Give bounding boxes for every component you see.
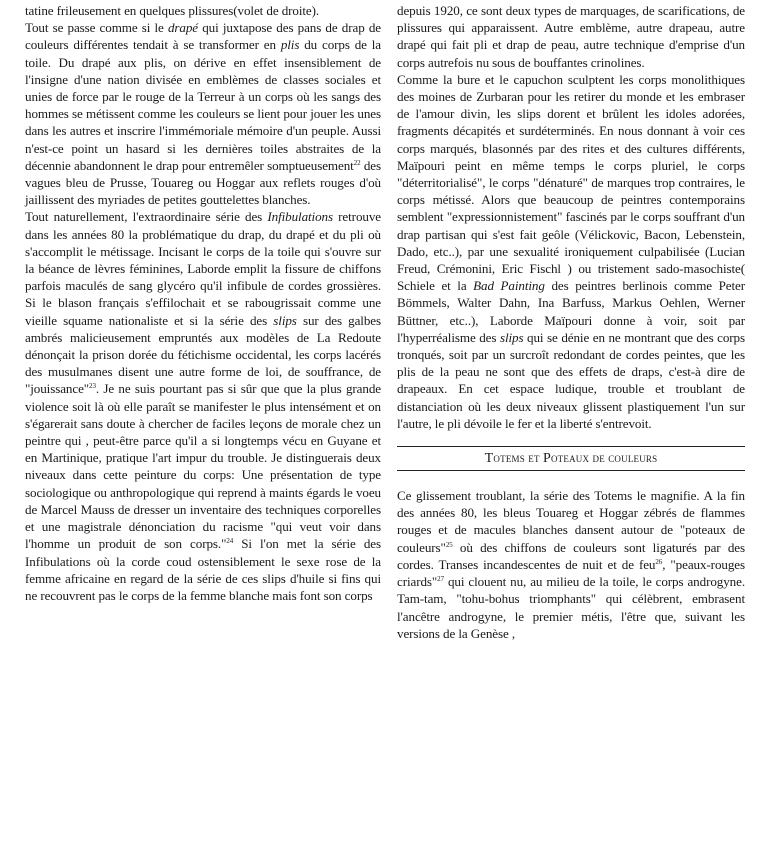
footnote-marker: 27: [437, 575, 444, 584]
paragraph: [25, 2, 381, 208]
heading-text: oteaux de couleurs: [550, 451, 658, 466]
text-run: , "peaux-rouges criards": [397, 556, 745, 590]
italic-term: slips: [499, 329, 524, 345]
text-run: retrouve dans les années 80 la problématique du drap, du drapé et du pli où s'accomplit le métissage. Incisant le corps de la toile qui s'ouvre sur la béance de lèvres féminines, Laborde emplit la fissure de chiffons parfois maculés de sang glycéro qu'il infibule de cordes grossières. Si le blason français s'effilochait et se rabougrissait comme une vieille squame nationaliste et si la série des: [25, 209, 381, 328]
text-run: Tout naturellement, l'extraordinaire série des: [25, 209, 268, 225]
paragraph: depuis 1920, ce sont deux types de marquages, de scarifications, de plissures qui apparaissent. Autre emblème, autre drapeau, autre drapé qui fait pli et drap de peau, autre technique d'emprise d'un corps autrefois nu sous de bouffantes crinolines.: [397, 3, 745, 70]
heading-initial: P: [542, 451, 551, 467]
heading-text: otems et: [493, 451, 543, 466]
italic-term: drapé: [167, 20, 199, 36]
left-column: [25, 2, 381, 604]
section-heading: [397, 450, 745, 471]
text-run: où des chiffons de couleurs sont ligaturés par des cordes. Transes incandescentes de nuit et de feu: [397, 539, 745, 572]
italic-term: slips: [273, 312, 297, 328]
text-run: Ce glissement troublant, la série des Totems le magnifie. A la fin des années 80, les bleus Touareg et Hoggar zébrés de flammes rouges et de macules blanches dansent autour de "poteaux de couleurs": [397, 488, 745, 555]
footnote-marker: 26: [655, 557, 663, 566]
italic-term: Infibulations: [267, 209, 333, 225]
text-run: sur des galbes ambrés malicieusement empruntés aux modèles de La Redoute dénonçait la prison dorée du fétichisme occidental, les corps lacérés des musulmanes disent une autre forme de loi, de souffrance, de "jouissance": [25, 312, 381, 397]
footnote-marker: 25: [445, 540, 453, 549]
text-run: des peintres berlinois comme Peter Bömmels, Walter Dahn, Ina Barfuss, Markus Oehlen, Werner Büttner, etc..), Laborde Maïpouri donne à voir, soit par l'hyperréalisme des: [397, 278, 746, 345]
text-run: Tout se passe comme si le: [25, 20, 168, 36]
paragraph: [397, 71, 745, 432]
text-run: qui se dénie en ne montrant que des corps tronqués, soit par un surcroît redondant de cordes peintes, que les plis de la peau ne sont que des effets de draps, c'est-à dire de drapeaux. En cet espace ludique, trouble et troublant de distanciation où les deux niveaux glissent plastiquement l'un sur l'autre, le pli dévoile le fer et la liberté s'entrevoit.: [397, 329, 745, 431]
italic-term: plis: [280, 37, 300, 53]
italic-term: Bad Painting: [473, 278, 545, 294]
text-run: . Je ne suis pourtant pas si sûr que que la plus grande violence soit là où elle paraît se manifester le plus intensément et on s'égarerait sans doute à chercher de faciles leçons de morale chez un peintre qui , peut-être parce qu'il a si longtemps vécu en Guyane et en Martinique, pratique l'art impur du trouble. Je distinguerais deux niveaux dans cette peinture du corps: Une présentation de type sociologique ou anthropologique qui reprend à maints égards le voeu de Marcel Mauss de dresser un inventaire des techniques corporelles et une magistrale dénonciation du racisme "qui veut voir dans l'homme un produit de son corps.": [25, 381, 381, 552]
text-run: des vagues bleu de Prusse, Touareg ou Hoggar aux reflets rouges d'où jaillissent des myriades de petites gouttelettes blanches.: [25, 157, 381, 208]
footnote-marker: 24: [226, 537, 234, 546]
text-run: Comme la bure et le capuchon sculptent les corps monolithiques des moines de Zurbaran pour les retirer du monde et les embraser de l'amour divin, les slips dorent et brûlent les idoles adorées, fragments décapités et surdéterminés. En nous donnant à voir ces corps marqués, blasonnés par des rites et des cultures différents, Maïpouri peint en même temps le corps pluriel, le corps "déterritorialisé", le corps "dénaturé" de marques trop contraires, le corps métissé. Alors que beaucoup de peintres contemporains semblent "expressionnistement" fascinés par le corps souffrant d'un drap partisan qui s'est fait geôle (Vélickovic, Bacon, Lebenstein, Dado, etc..), par une sexualité ironiquement culpabilisée (Lucian Freud, Crémonini, Eric Fischl ) ou tristement sado-masochiste( Schiele et la: [397, 71, 745, 294]
text-run: du corps de la toile. Du drapé aux plis, on dérive en effet insensiblement de l'insigne d'une nation divisée en emblèmes de classes sociales et unies de force par le rouge de la Terreur à un corps où les sangs des hommes se métissent comme les couleurs se lient pour jouer les unes dans les autres et inscrire l'immémoriale mémoire d'un peuple. Aussi n'est-ce point un hasard si les dernières toiles abstraites de la décennie abandonnent le drap pour entremêler somptueusement: [25, 37, 382, 173]
text-run: qui juxtapose des pans de drap de couleurs différentes tendait à se transformer en: [25, 20, 381, 53]
text-run: Si l'on met la série des Infibulations où la corde coud ostensiblement le sexe rose de la femme africaine en regard de la série de ces slips d'huile si fins qui ne recouvrent pas le corps de la femme blanche mais font son corps: [25, 536, 381, 603]
footnote-marker: 23: [89, 382, 96, 391]
section-rule: [397, 446, 745, 447]
heading-initial: T: [484, 451, 494, 467]
text-run: tatine frileusement en quelques plissures(volet de droite).: [25, 3, 320, 18]
right-column: [397, 2, 745, 642]
text-run: qui clouent nu, au milieu de la toile, le corps androgyne. Tam-tam, "tohu-bohus triomphants" qui célèbrent, embrasent l'ancêtre androgyne, le premier métis, l'être que, suivant les versions de la Genèse ,: [397, 574, 745, 641]
paragraph: [25, 208, 381, 604]
paragraph: [397, 487, 745, 642]
footnote-marker: 22: [353, 158, 361, 167]
